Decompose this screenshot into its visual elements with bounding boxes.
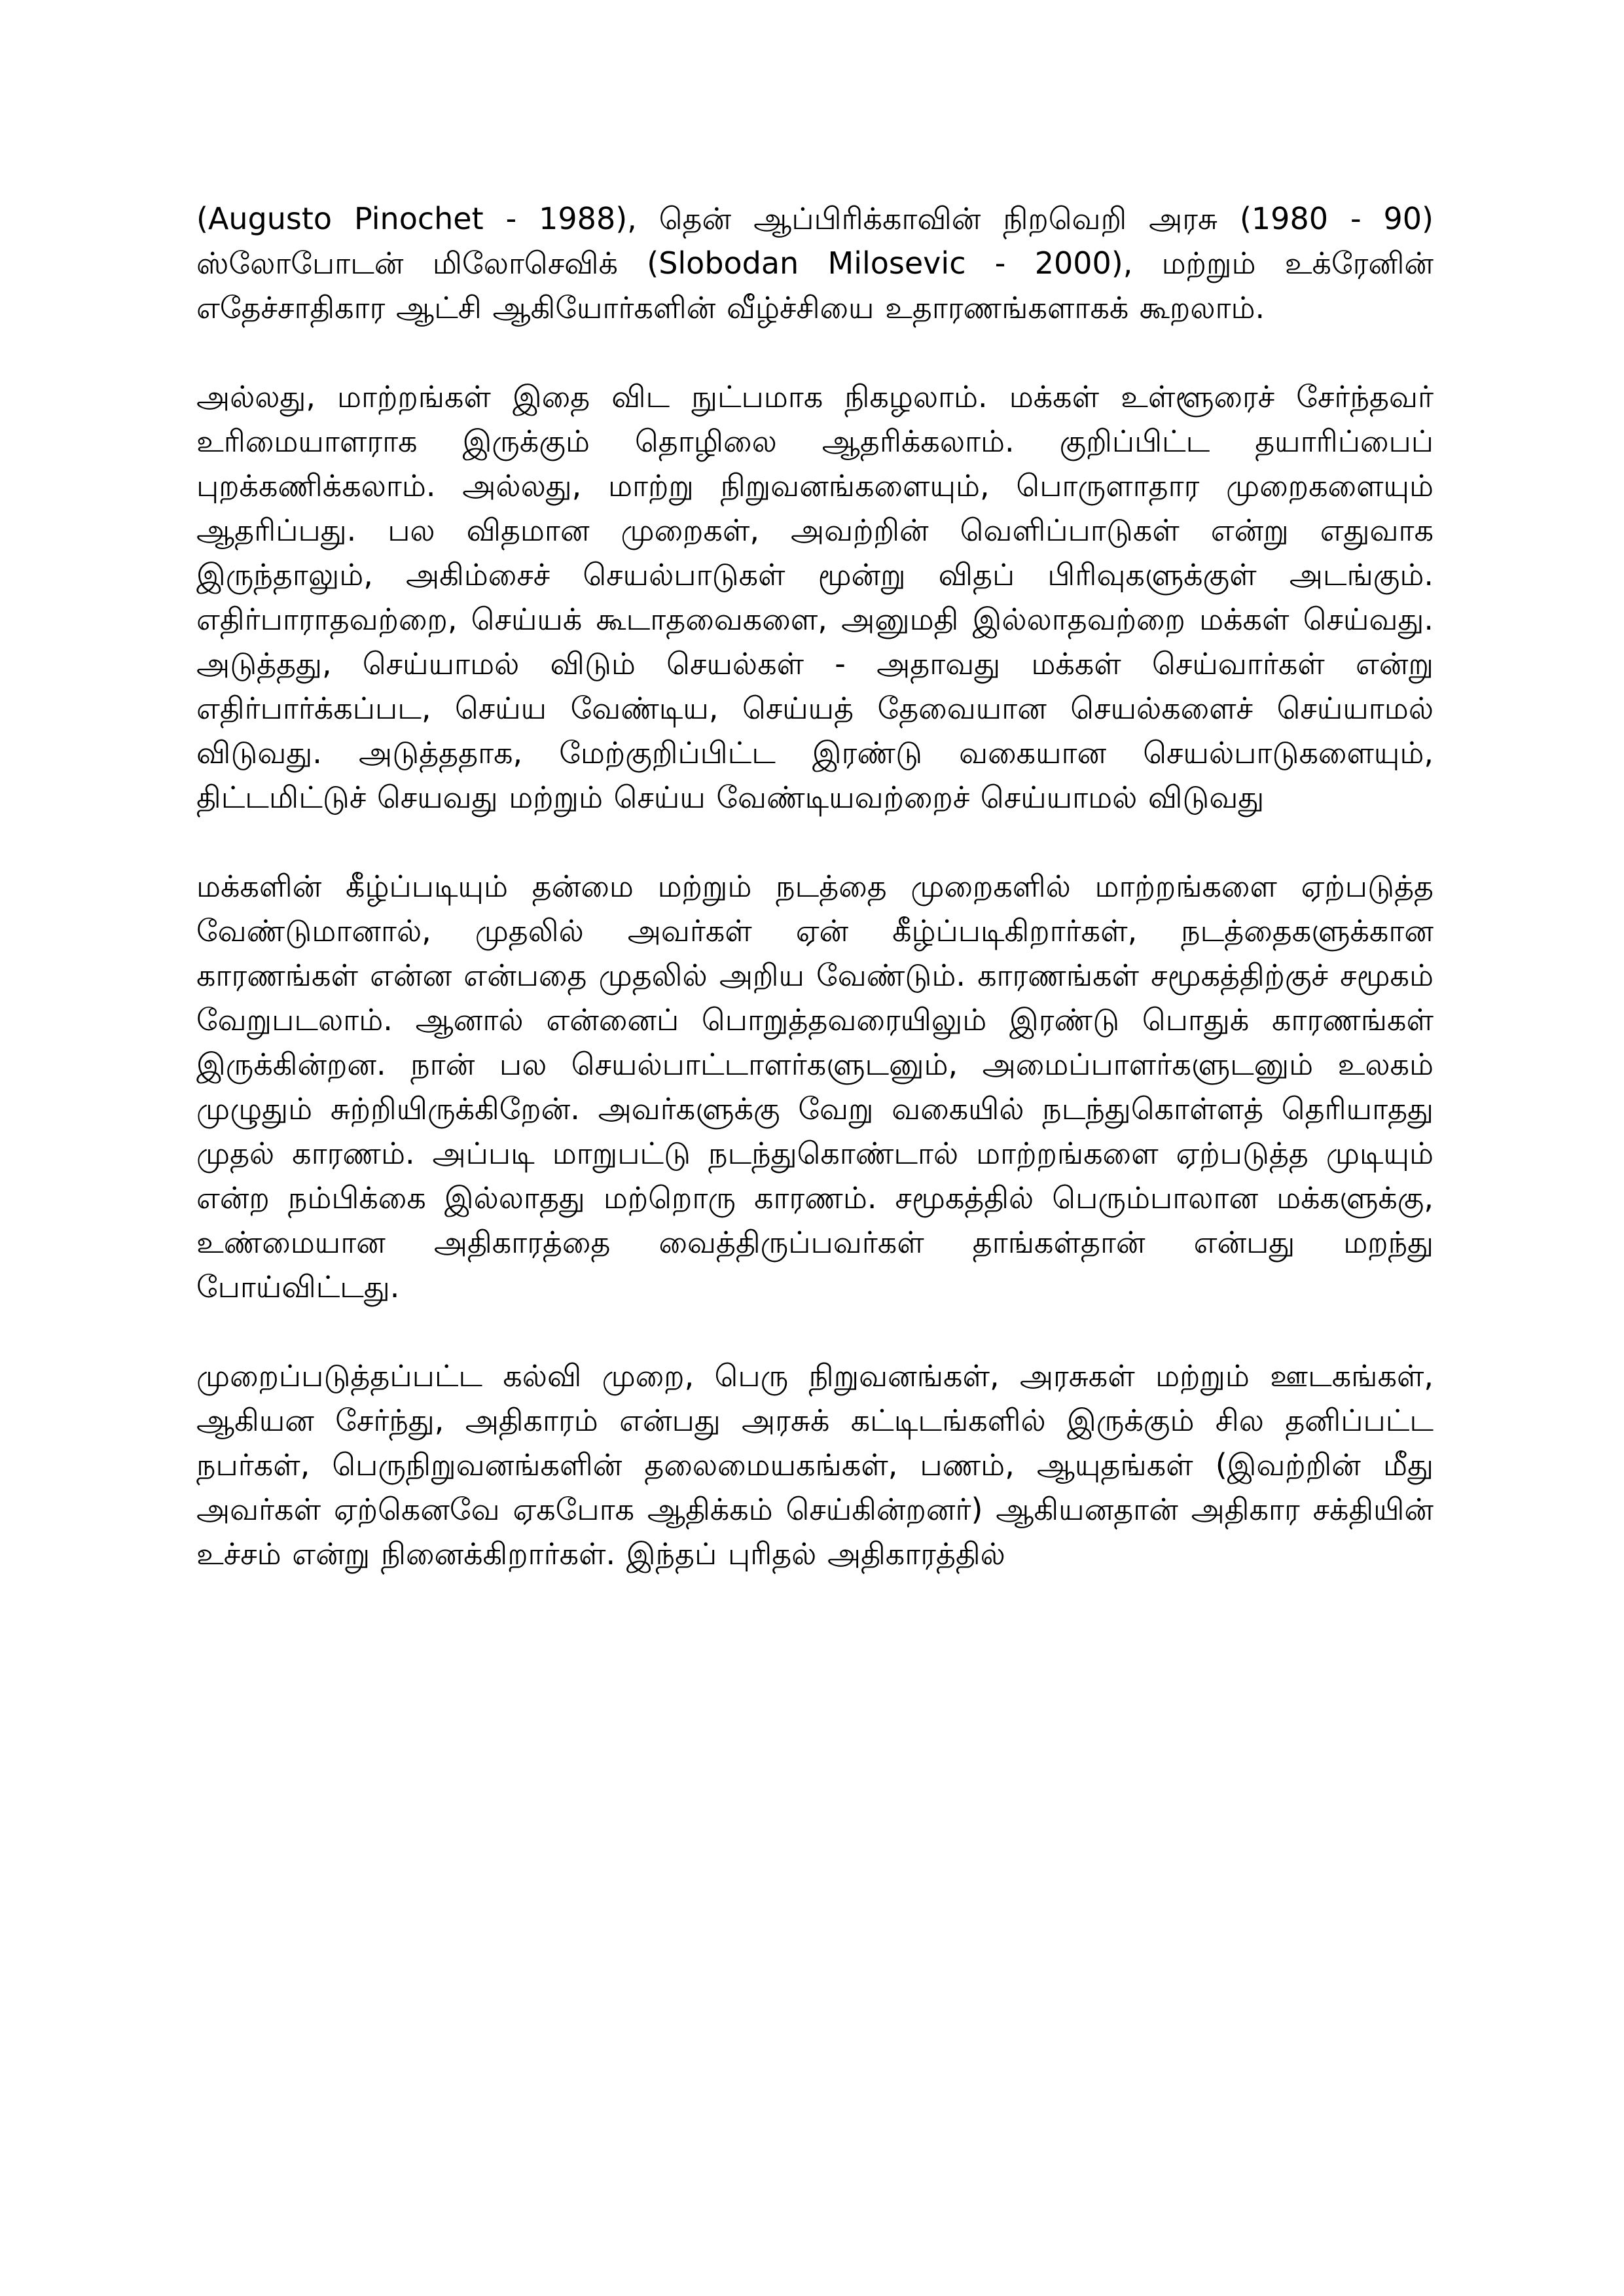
paragraph-4: முறைப்படுத்தப்பட்ட கல்வி முறை, பெரு நிறுவனங்கள், அரசுகள் மற்றும் ஊடகங்கள், ஆகியன சேர்ந்து, அதிகாரம் என்பது அரசுக் கட்டிடங்களில் இருக்கும் சில தனிப்பட்ட நபர்கள், பெருநிறுவனங்களின் தலைமையகங்கள், பணம், ஆயுதங்கள் (இவற்றின் மீது அவர்கள் ஏற்கெனவே ஏகபோக ஆதிக்கம் செய்கின்றனர்) ஆகியனதான் அதிகார சக்தியின் உச்சம் என்று நினைக்கிறார்கள். இந்தப் புரிதல் அதிகாரத்தில்	[196, 1358, 1434, 1571]
paragraph-1: (Augusto Pinochet - 1988), தென் ஆப்பிரிக்காவின் நிறவெறி அரசு (1980 - 90) ஸ்லோபோடன் மிலோசெவிக் (Slobodan Milosevic - 2000), மற்றும் உக்ரேனின் எதேச்சாதிகார ஆட்சி ஆகியோர்களின் வீழ்ச்சியை உதாரணங்களாகக் கூறலாம்.	[196, 201, 1434, 325]
document-page	[196, 196, 1434, 2147]
paragraph-3: மக்களின் கீழ்ப்படியும் தன்மை மற்றும் நடத்தை முறைகளில் மாற்றங்களை ஏற்படுத்த வேண்டுமானால், முதலில் அவர்கள் ஏன் கீழ்ப்படிகிறார்கள், நடத்தைகளுக்கான காரணங்கள் என்ன என்பதை முதலில் அறிய வேண்டும். காரணங்கள் சமூகத்திற்குச் சமூகம் வேறுபடலாம். ஆனால் என்னைப் பொறுத்தவரையிலும் இரண்டு பொதுக் காரணங்கள் இருக்கின்றன. நான் பல செயல்பாட்டாளர்களுடனும், அமைப்பாளர்களுடனும் உலகம் முழுதும் சுற்றியிருக்கிறேன். அவர்களுக்கு வேறு வகையில் நடந்துகொள்ளத் தெரியாதது முதல் காரணம். அப்படி மாறுபட்டு நடந்துகொண்டால் மாற்றங்களை ஏற்படுத்த முடியும் என்ற நம்பிக்கை இல்லாதது மற்றொரு காரணம். சமூகத்தில் பெரும்பாலான மக்களுக்கு, உண்மையான அதிகாரத்தை வைத்திருப்பவர்கள் தாங்கள்தான் என்பது மறந்து போய்விட்டது.	[196, 869, 1434, 1304]
paragraph-2: அல்லது, மாற்றங்கள் இதை விட நுட்பமாக நிகழலாம். மக்கள் உள்ளூரைச் சேர்ந்தவர் உரிமையாளராக இருக்கும் தொழிலை ஆதரிக்கலாம். குறிப்பிட்ட தயாரிப்பைப் புறக்கணிக்கலாம். அல்லது, மாற்று நிறுவனங்களையும், பொருளாதார முறைகளையும் ஆதரிப்பது. பல விதமான முறைகள், அவற்றின் வெளிப்பாடுகள் என்று எதுவாக இருந்தாலும், அகிம்சைச் செயல்பாடுகள் மூன்று விதப் பிரிவுகளுக்குள் அடங்கும். எதிர்பாராதவற்றை, செய்யக் கூடாதவைகளை, அனுமதி இல்லாதவற்றை மக்கள் செய்வது. அடுத்தது, செய்யாமல் விடும் செயல்கள் - அதாவது மக்கள் செய்வார்கள் என்று எதிர்பார்க்கப்பட, செய்ய வேண்டிய, செய்யத் தேவையான செயல்களைச் செய்யாமல் விடுவது. அடுத்ததாக, மேற்குறிப்பிட்ட இரண்டு வகையான செயல்பாடுகளையும், திட்டமிட்டுச் செயவது மற்றும் செய்ய வேண்டியவற்றைச் செய்யாமல் விடுவது	[196, 379, 1434, 815]
